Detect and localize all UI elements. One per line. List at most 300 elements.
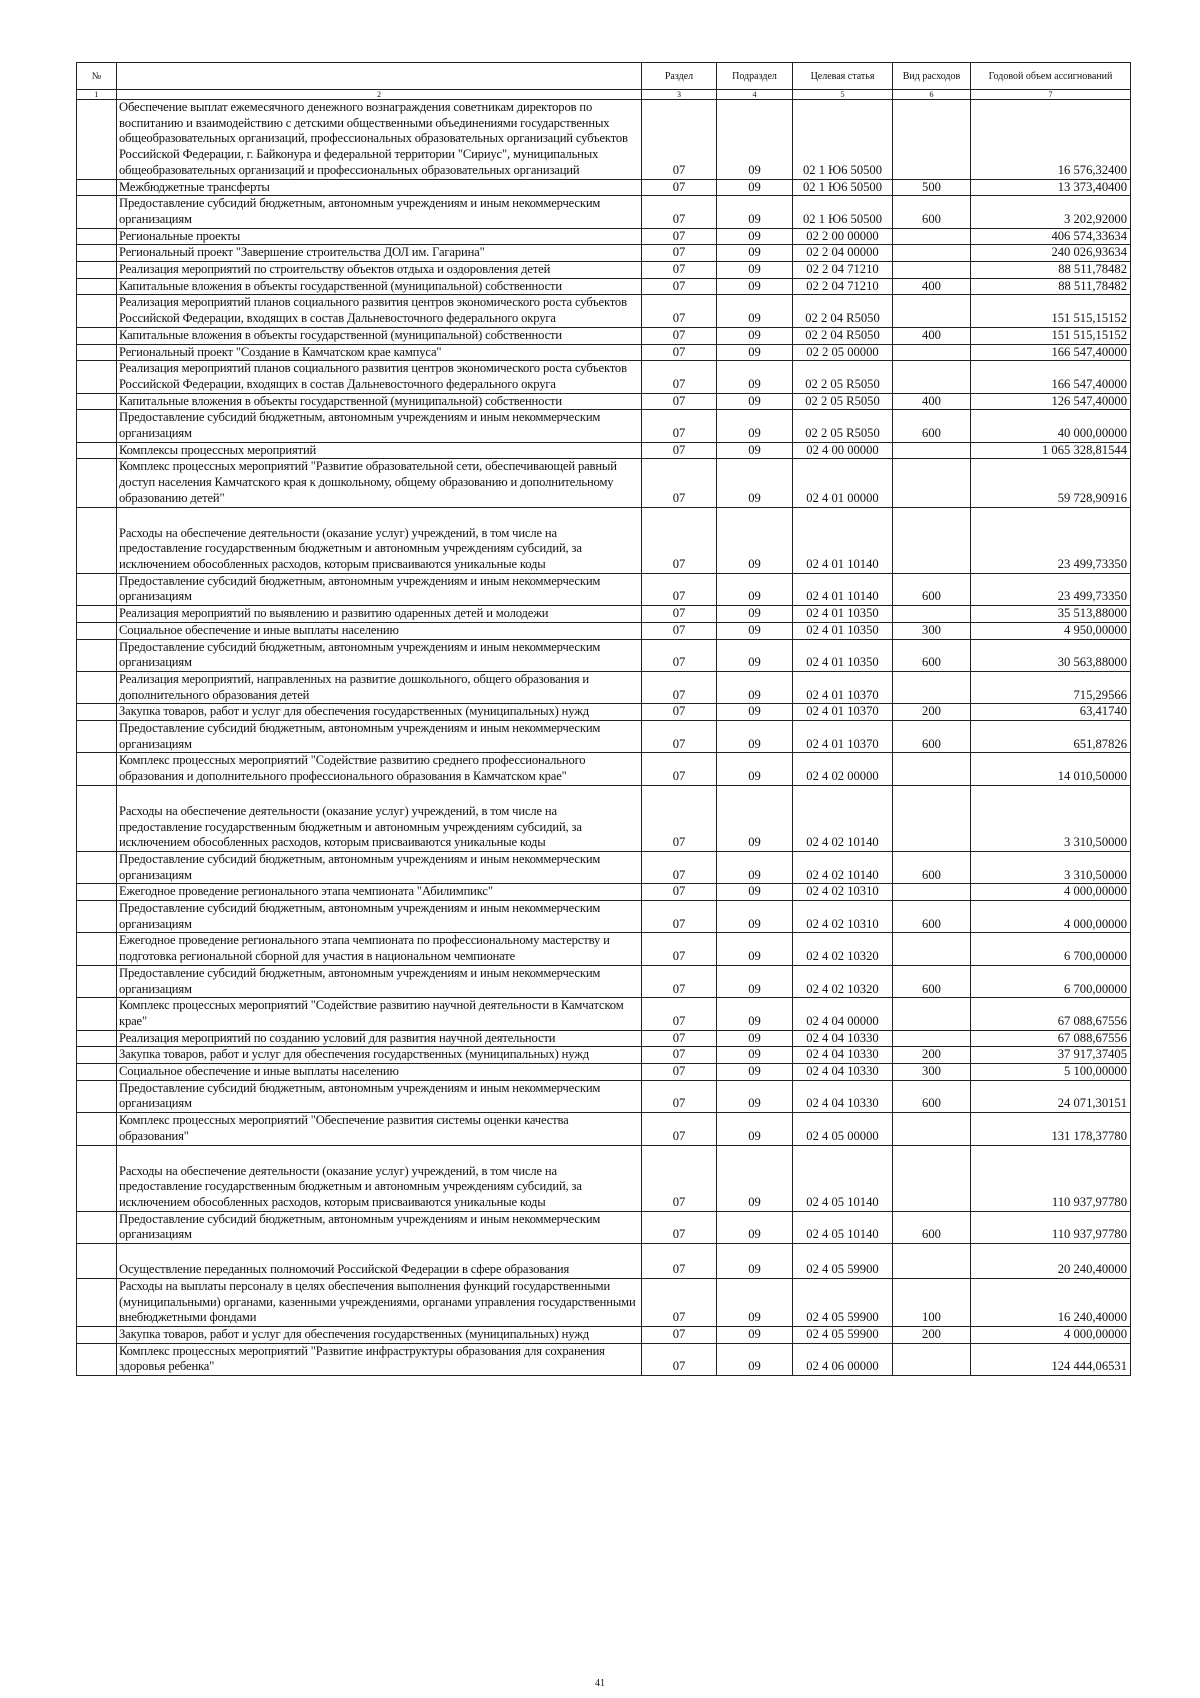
row-name-cell: Комплекс процессных мероприятий "Содействие развитию научной деятельности в Камчатском крае" — [117, 998, 642, 1030]
amount-cell: 166 547,40000 — [971, 361, 1131, 393]
row-number-cell — [77, 1211, 117, 1243]
row-number-cell — [77, 459, 117, 507]
podrazdel-cell: 09 — [717, 933, 793, 965]
row-name-cell: Расходы на обеспечение деятельности (оказание услуг) учреждений, в том числе на предоставление государственным бюджетным и автономным учреждениям субсидий, за исключением обособленных расходов, которым присваиваются уникальные коды — [117, 1145, 642, 1211]
row-number-cell — [77, 998, 117, 1030]
vid-raskhodov-cell: 400 — [893, 393, 971, 410]
amount-cell: 131 178,37780 — [971, 1113, 1131, 1145]
table-row — [77, 507, 1131, 573]
tselevaya-statya-cell: 02 4 01 10140 — [793, 573, 893, 605]
podrazdel-cell: 09 — [717, 459, 793, 507]
vid-raskhodov-cell — [893, 459, 971, 507]
podrazdel-cell: 09 — [717, 228, 793, 245]
row-name-cell: Реализация мероприятий планов социального развития центров экономического роста субъектов Российской Федерации, входящих в состав Дальневосточного федерального округа — [117, 295, 642, 327]
podrazdel-cell: 09 — [717, 410, 793, 442]
vid-raskhodov-cell — [893, 442, 971, 459]
podrazdel-cell: 09 — [717, 1064, 793, 1081]
row-number-cell — [77, 573, 117, 605]
amount-cell: 40 000,00000 — [971, 410, 1131, 442]
amount-cell: 63,41740 — [971, 704, 1131, 721]
row-name-cell: Предоставление субсидий бюджетным, автономным учреждениям и иным некоммерческим организациям — [117, 410, 642, 442]
podrazdel-cell: 09 — [717, 851, 793, 883]
tselevaya-statya-cell: 02 4 05 00000 — [793, 1113, 893, 1145]
table-row — [77, 1326, 1131, 1343]
amount-cell: 651,87826 — [971, 721, 1131, 753]
razdel-cell: 07 — [642, 606, 717, 623]
podrazdel-cell: 09 — [717, 1211, 793, 1243]
row-number-cell — [77, 671, 117, 703]
vid-raskhodov-cell: 600 — [893, 965, 971, 997]
razdel-cell: 07 — [642, 344, 717, 361]
row-number-cell — [77, 245, 117, 262]
razdel-cell: 07 — [642, 639, 717, 671]
tselevaya-statya-cell: 02 4 02 10310 — [793, 884, 893, 901]
vid-raskhodov-cell — [893, 507, 971, 573]
header-number: № — [77, 63, 117, 90]
table-row — [77, 1343, 1131, 1375]
amount-cell: 4 950,00000 — [971, 622, 1131, 639]
razdel-cell: 07 — [642, 1244, 717, 1279]
razdel-cell: 07 — [642, 1080, 717, 1112]
row-name-cell: Расходы на обеспечение деятельности (оказание услуг) учреждений, в том числе на предоставление государственным бюджетным и автономным учреждениям субсидий, за исключением обособленных расходов, которым присваиваются уникальные коды — [117, 507, 642, 573]
row-name-cell: Закупка товаров, работ и услуг для обеспечения государственных (муниципальных) нужд — [117, 1326, 642, 1343]
vid-raskhodov-cell — [893, 344, 971, 361]
tselevaya-statya-cell: 02 2 05 R5050 — [793, 393, 893, 410]
row-number-cell — [77, 721, 117, 753]
amount-cell: 110 937,97780 — [971, 1211, 1131, 1243]
row-number-cell — [77, 442, 117, 459]
column-number: 7 — [971, 90, 1131, 100]
row-name-cell: Предоставление субсидий бюджетным, автономным учреждениям и иным некоммерческим организациям — [117, 721, 642, 753]
header-razdel: Раздел — [642, 63, 717, 90]
podrazdel-cell: 09 — [717, 1145, 793, 1211]
vid-raskhodov-cell: 600 — [893, 410, 971, 442]
table-row — [77, 442, 1131, 459]
tselevaya-statya-cell: 02 2 04 00000 — [793, 245, 893, 262]
amount-cell: 67 088,67556 — [971, 1030, 1131, 1047]
razdel-cell: 07 — [642, 1030, 717, 1047]
tselevaya-statya-cell: 02 1 Ю6 50500 — [793, 196, 893, 228]
razdel-cell: 07 — [642, 998, 717, 1030]
amount-cell: 166 547,40000 — [971, 344, 1131, 361]
row-number-cell — [77, 410, 117, 442]
column-number: 4 — [717, 90, 793, 100]
table-row — [77, 622, 1131, 639]
tselevaya-statya-cell: 02 4 05 59900 — [793, 1326, 893, 1343]
row-number-cell — [77, 901, 117, 933]
row-number-cell — [77, 753, 117, 785]
table-row — [77, 228, 1131, 245]
row-name-cell: Реализация мероприятий планов социального развития центров экономического роста субъектов Российской Федерации, входящих в состав Дальневосточного федерального округа — [117, 361, 642, 393]
table-row — [77, 721, 1131, 753]
razdel-cell: 07 — [642, 753, 717, 785]
row-name-cell: Ежегодное проведение регионального этапа чемпионата "Абилимпикс" — [117, 884, 642, 901]
row-number-cell — [77, 622, 117, 639]
tselevaya-statya-cell: 02 4 05 10140 — [793, 1145, 893, 1211]
amount-cell: 4 000,00000 — [971, 1326, 1131, 1343]
podrazdel-cell: 09 — [717, 1244, 793, 1279]
row-name-cell: Осуществление переданных полномочий Российской Федерации в сфере образования — [117, 1244, 642, 1279]
amount-cell: 20 240,40000 — [971, 1244, 1131, 1279]
header-godovoy-obem: Годовой объем ассигнований — [971, 63, 1131, 90]
row-name-cell: Реализация мероприятий по строительству объектов отдыха и оздоровления детей — [117, 262, 642, 279]
podrazdel-cell: 09 — [717, 1113, 793, 1145]
amount-cell: 13 373,40400 — [971, 179, 1131, 196]
row-name-cell: Предоставление субсидий бюджетным, автономным учреждениям и иным некоммерческим организациям — [117, 851, 642, 883]
amount-cell: 240 026,93634 — [971, 245, 1131, 262]
table-row — [77, 639, 1131, 671]
razdel-cell: 07 — [642, 622, 717, 639]
row-name-cell: Предоставление субсидий бюджетным, автономным учреждениям и иным некоммерческим организациям — [117, 901, 642, 933]
tselevaya-statya-cell: 02 4 02 00000 — [793, 753, 893, 785]
row-name-cell: Социальное обеспечение и иные выплаты населению — [117, 1064, 642, 1081]
row-number-cell — [77, 262, 117, 279]
row-number-cell — [77, 100, 117, 180]
razdel-cell: 07 — [642, 1278, 717, 1326]
row-name-cell: Комплексы процессных мероприятий — [117, 442, 642, 459]
razdel-cell: 07 — [642, 327, 717, 344]
tselevaya-statya-cell: 02 4 04 10330 — [793, 1047, 893, 1064]
header-row — [77, 63, 1131, 90]
vid-raskhodov-cell: 200 — [893, 1047, 971, 1064]
row-name-cell: Обеспечение выплат ежемесячного денежного вознаграждения советникам директоров по воспитанию и взаимодействию с детскими общественными объединениями государственных общеобразовательных организаций, профессиональных образовательных организаций субъектов Российской Федерации, г. Байконура и федеральной территории "Сириус", муниципальных общеобразовательных организаций и профессиональных образовательных организаций — [117, 100, 642, 180]
vid-raskhodov-cell — [893, 671, 971, 703]
row-number-cell — [77, 851, 117, 883]
row-number-cell — [77, 344, 117, 361]
tselevaya-statya-cell: 02 4 01 10350 — [793, 622, 893, 639]
tselevaya-statya-cell: 02 4 02 10140 — [793, 785, 893, 851]
podrazdel-cell: 09 — [717, 262, 793, 279]
tselevaya-statya-cell: 02 4 02 10320 — [793, 965, 893, 997]
tselevaya-statya-cell: 02 4 06 00000 — [793, 1343, 893, 1375]
row-number-cell — [77, 1047, 117, 1064]
razdel-cell: 07 — [642, 507, 717, 573]
row-name-cell: Закупка товаров, работ и услуг для обеспечения государственных (муниципальных) нужд — [117, 1047, 642, 1064]
vid-raskhodov-cell: 200 — [893, 704, 971, 721]
tselevaya-statya-cell: 02 4 02 10320 — [793, 933, 893, 965]
razdel-cell: 07 — [642, 393, 717, 410]
vid-raskhodov-cell: 600 — [893, 196, 971, 228]
table-row — [77, 753, 1131, 785]
row-name-cell: Предоставление субсидий бюджетным, автономным учреждениям и иным некоммерческим организациям — [117, 639, 642, 671]
tselevaya-statya-cell: 02 4 04 10330 — [793, 1064, 893, 1081]
amount-cell: 37 917,37405 — [971, 1047, 1131, 1064]
table-row — [77, 245, 1131, 262]
row-number-cell — [77, 606, 117, 623]
table-row — [77, 1145, 1131, 1211]
tselevaya-statya-cell: 02 4 01 10350 — [793, 639, 893, 671]
amount-cell: 126 547,40000 — [971, 393, 1131, 410]
table-row — [77, 901, 1131, 933]
budget-sheet — [76, 62, 1130, 1376]
podrazdel-cell: 09 — [717, 278, 793, 295]
razdel-cell: 07 — [642, 442, 717, 459]
amount-cell: 30 563,88000 — [971, 639, 1131, 671]
amount-cell: 3 310,50000 — [971, 851, 1131, 883]
podrazdel-cell: 09 — [717, 245, 793, 262]
table-row — [77, 295, 1131, 327]
row-number-cell — [77, 361, 117, 393]
tselevaya-statya-cell: 02 4 05 59900 — [793, 1244, 893, 1279]
podrazdel-cell: 09 — [717, 622, 793, 639]
razdel-cell: 07 — [642, 785, 717, 851]
row-name-cell: Реализация мероприятий по созданию условий для развития научной деятельности — [117, 1030, 642, 1047]
row-number-cell — [77, 196, 117, 228]
row-name-cell: Комплекс процессных мероприятий "Развитие инфраструктуры образования для сохранения здоровья ребенка" — [117, 1343, 642, 1375]
vid-raskhodov-cell: 600 — [893, 573, 971, 605]
row-number-cell — [77, 327, 117, 344]
razdel-cell: 07 — [642, 1145, 717, 1211]
table-row — [77, 1278, 1131, 1326]
razdel-cell: 07 — [642, 1343, 717, 1375]
razdel-cell: 07 — [642, 851, 717, 883]
page-number: 41 — [595, 1678, 605, 1689]
amount-cell: 3 202,92000 — [971, 196, 1131, 228]
tselevaya-statya-cell: 02 4 02 10310 — [793, 901, 893, 933]
razdel-cell: 07 — [642, 100, 717, 180]
row-name-cell: Предоставление субсидий бюджетным, автономным учреждениям и иным некоммерческим организациям — [117, 965, 642, 997]
table-row — [77, 1047, 1131, 1064]
row-name-cell: Комплекс процессных мероприятий "Содействие развитию среднего профессионального образования и дополнительного профессионального образования в Камчатском крае" — [117, 753, 642, 785]
tselevaya-statya-cell: 02 4 01 10370 — [793, 721, 893, 753]
row-number-cell — [77, 1343, 117, 1375]
tselevaya-statya-cell: 02 4 01 10350 — [793, 606, 893, 623]
table-row — [77, 1030, 1131, 1047]
podrazdel-cell: 09 — [717, 671, 793, 703]
row-number-cell — [77, 933, 117, 965]
row-number-cell — [77, 1278, 117, 1326]
table-row — [77, 1244, 1131, 1279]
vid-raskhodov-cell — [893, 1113, 971, 1145]
podrazdel-cell: 09 — [717, 100, 793, 180]
amount-cell: 88 511,78482 — [971, 262, 1131, 279]
row-name-cell: Предоставление субсидий бюджетным, автономным учреждениям и иным некоммерческим организациям — [117, 1211, 642, 1243]
razdel-cell: 07 — [642, 179, 717, 196]
column-number: 5 — [793, 90, 893, 100]
amount-cell: 110 937,97780 — [971, 1145, 1131, 1211]
amount-cell: 16 240,40000 — [971, 1278, 1131, 1326]
amount-cell: 67 088,67556 — [971, 998, 1131, 1030]
razdel-cell: 07 — [642, 721, 717, 753]
header-vid-raskhodov: Вид расходов — [893, 63, 971, 90]
table-body — [77, 100, 1131, 1376]
table-row — [77, 933, 1131, 965]
table-row — [77, 262, 1131, 279]
table-row — [77, 361, 1131, 393]
tselevaya-statya-cell: 02 1 Ю6 50500 — [793, 100, 893, 180]
table-row — [77, 573, 1131, 605]
tselevaya-statya-cell: 02 2 04 71210 — [793, 262, 893, 279]
tselevaya-statya-cell: 02 4 04 00000 — [793, 998, 893, 1030]
vid-raskhodov-cell: 600 — [893, 639, 971, 671]
row-name-cell: Региональный проект "Завершение строительства ДОЛ им. Гагарина" — [117, 245, 642, 262]
podrazdel-cell: 09 — [717, 721, 793, 753]
row-name-cell: Региональные проекты — [117, 228, 642, 245]
header-name — [117, 63, 642, 90]
vid-raskhodov-cell: 300 — [893, 1064, 971, 1081]
razdel-cell: 07 — [642, 262, 717, 279]
vid-raskhodov-cell: 600 — [893, 851, 971, 883]
column-number-row — [77, 90, 1131, 100]
table-row — [77, 884, 1131, 901]
tselevaya-statya-cell: 02 4 01 10140 — [793, 507, 893, 573]
budget-table — [76, 62, 1131, 1376]
vid-raskhodov-cell: 100 — [893, 1278, 971, 1326]
podrazdel-cell: 09 — [717, 1278, 793, 1326]
row-number-cell — [77, 507, 117, 573]
amount-cell: 1 065 328,81544 — [971, 442, 1131, 459]
podrazdel-cell: 09 — [717, 1343, 793, 1375]
podrazdel-cell: 09 — [717, 295, 793, 327]
row-number-cell — [77, 1080, 117, 1112]
razdel-cell: 07 — [642, 1113, 717, 1145]
vid-raskhodov-cell — [893, 1145, 971, 1211]
row-name-cell: Предоставление субсидий бюджетным, автономным учреждениям и иным некоммерческим организациям — [117, 573, 642, 605]
row-name-cell: Ежегодное проведение регионального этапа чемпионата по профессиональному мастерству и подготовка региональной сборной для участия в национальном чемпионате — [117, 933, 642, 965]
vid-raskhodov-cell — [893, 361, 971, 393]
table-row — [77, 671, 1131, 703]
row-name-cell: Расходы на обеспечение деятельности (оказание услуг) учреждений, в том числе на предоставление государственным бюджетным и автономным учреждениям субсидий, за исключением обособленных расходов, которым присваиваются уникальные коды — [117, 785, 642, 851]
vid-raskhodov-cell — [893, 228, 971, 245]
razdel-cell: 07 — [642, 1047, 717, 1064]
row-number-cell — [77, 228, 117, 245]
row-number-cell — [77, 785, 117, 851]
amount-cell: 23 499,73350 — [971, 507, 1131, 573]
vid-raskhodov-cell: 300 — [893, 622, 971, 639]
tselevaya-statya-cell: 02 4 02 10140 — [793, 851, 893, 883]
row-number-cell — [77, 1030, 117, 1047]
razdel-cell: 07 — [642, 228, 717, 245]
podrazdel-cell: 09 — [717, 507, 793, 573]
row-name-cell: Комплекс процессных мероприятий "Развитие образовательной сети, обеспечивающей равный доступ населения Камчатского края к дошкольному, общему образованию и дополнительному образованию детей" — [117, 459, 642, 507]
row-number-cell — [77, 1064, 117, 1081]
tselevaya-statya-cell: 02 4 04 10330 — [793, 1030, 893, 1047]
razdel-cell: 07 — [642, 1211, 717, 1243]
row-number-cell — [77, 393, 117, 410]
row-number-cell — [77, 278, 117, 295]
podrazdel-cell: 09 — [717, 573, 793, 605]
amount-cell: 88 511,78482 — [971, 278, 1131, 295]
table-row — [77, 785, 1131, 851]
amount-cell: 406 574,33634 — [971, 228, 1131, 245]
vid-raskhodov-cell: 400 — [893, 278, 971, 295]
table-row — [77, 1113, 1131, 1145]
podrazdel-cell: 09 — [717, 196, 793, 228]
table-row — [77, 965, 1131, 997]
row-number-cell — [77, 639, 117, 671]
vid-raskhodov-cell — [893, 100, 971, 180]
amount-cell: 23 499,73350 — [971, 573, 1131, 605]
vid-raskhodov-cell: 600 — [893, 1211, 971, 1243]
podrazdel-cell: 09 — [717, 1030, 793, 1047]
vid-raskhodov-cell: 600 — [893, 1080, 971, 1112]
vid-raskhodov-cell — [893, 606, 971, 623]
razdel-cell: 07 — [642, 704, 717, 721]
table-row — [77, 1080, 1131, 1112]
row-number-cell — [77, 179, 117, 196]
podrazdel-cell: 09 — [717, 1080, 793, 1112]
razdel-cell: 07 — [642, 278, 717, 295]
podrazdel-cell: 09 — [717, 361, 793, 393]
amount-cell: 24 071,30151 — [971, 1080, 1131, 1112]
podrazdel-cell: 09 — [717, 179, 793, 196]
amount-cell: 151 515,15152 — [971, 327, 1131, 344]
table-row — [77, 327, 1131, 344]
razdel-cell: 07 — [642, 295, 717, 327]
razdel-cell: 07 — [642, 901, 717, 933]
tselevaya-statya-cell: 02 1 Ю6 50500 — [793, 179, 893, 196]
vid-raskhodov-cell — [893, 1244, 971, 1279]
tselevaya-statya-cell: 02 2 04 R5050 — [793, 327, 893, 344]
amount-cell: 35 513,88000 — [971, 606, 1131, 623]
row-name-cell: Капитальные вложения в объекты государственной (муниципальной) собственности — [117, 327, 642, 344]
row-name-cell: Капитальные вложения в объекты государственной (муниципальной) собственности — [117, 278, 642, 295]
column-number: 3 — [642, 90, 717, 100]
row-number-cell — [77, 1113, 117, 1145]
row-name-cell: Расходы на выплаты персоналу в целях обеспечения выполнения функций государственными (муниципальными) органами, казенными учреждениями, органами управления государственными внебюджетными фондами — [117, 1278, 642, 1326]
column-number: 2 — [117, 90, 642, 100]
table-row — [77, 278, 1131, 295]
column-number: 6 — [893, 90, 971, 100]
vid-raskhodov-cell — [893, 1343, 971, 1375]
amount-cell: 715,29566 — [971, 671, 1131, 703]
table-row — [77, 179, 1131, 196]
razdel-cell: 07 — [642, 1326, 717, 1343]
amount-cell: 4 000,00000 — [971, 884, 1131, 901]
amount-cell: 16 576,32400 — [971, 100, 1131, 180]
podrazdel-cell: 09 — [717, 884, 793, 901]
header-podrazdel: Подраздел — [717, 63, 793, 90]
table-row — [77, 393, 1131, 410]
razdel-cell: 07 — [642, 459, 717, 507]
podrazdel-cell: 09 — [717, 1047, 793, 1064]
razdel-cell: 07 — [642, 245, 717, 262]
row-name-cell: Социальное обеспечение и иные выплаты населению — [117, 622, 642, 639]
table-row — [77, 100, 1131, 180]
tselevaya-statya-cell: 02 4 04 10330 — [793, 1080, 893, 1112]
podrazdel-cell: 09 — [717, 998, 793, 1030]
row-number-cell — [77, 884, 117, 901]
vid-raskhodov-cell: 400 — [893, 327, 971, 344]
table-row — [77, 704, 1131, 721]
row-name-cell: Реализация мероприятий, направленных на развитие дошкольного, общего образования и дополнительного образования детей — [117, 671, 642, 703]
vid-raskhodov-cell: 600 — [893, 901, 971, 933]
razdel-cell: 07 — [642, 884, 717, 901]
podrazdel-cell: 09 — [717, 785, 793, 851]
tselevaya-statya-cell: 02 2 05 R5050 — [793, 410, 893, 442]
amount-cell: 59 728,90916 — [971, 459, 1131, 507]
row-number-cell — [77, 704, 117, 721]
table-row — [77, 1211, 1131, 1243]
vid-raskhodov-cell — [893, 785, 971, 851]
podrazdel-cell: 09 — [717, 965, 793, 997]
podrazdel-cell: 09 — [717, 327, 793, 344]
table-row — [77, 196, 1131, 228]
row-name-cell: Реализация мероприятий по выявлению и развитию одаренных детей и молодежи — [117, 606, 642, 623]
tselevaya-statya-cell: 02 2 04 71210 — [793, 278, 893, 295]
vid-raskhodov-cell — [893, 245, 971, 262]
amount-cell: 5 100,00000 — [971, 1064, 1131, 1081]
table-row — [77, 851, 1131, 883]
tselevaya-statya-cell: 02 2 05 00000 — [793, 344, 893, 361]
podrazdel-cell: 09 — [717, 704, 793, 721]
row-number-cell — [77, 1326, 117, 1343]
vid-raskhodov-cell — [893, 295, 971, 327]
table-row — [77, 410, 1131, 442]
tselevaya-statya-cell: 02 4 00 00000 — [793, 442, 893, 459]
table-row — [77, 998, 1131, 1030]
row-name-cell: Предоставление субсидий бюджетным, автономным учреждениям и иным некоммерческим организациям — [117, 1080, 642, 1112]
